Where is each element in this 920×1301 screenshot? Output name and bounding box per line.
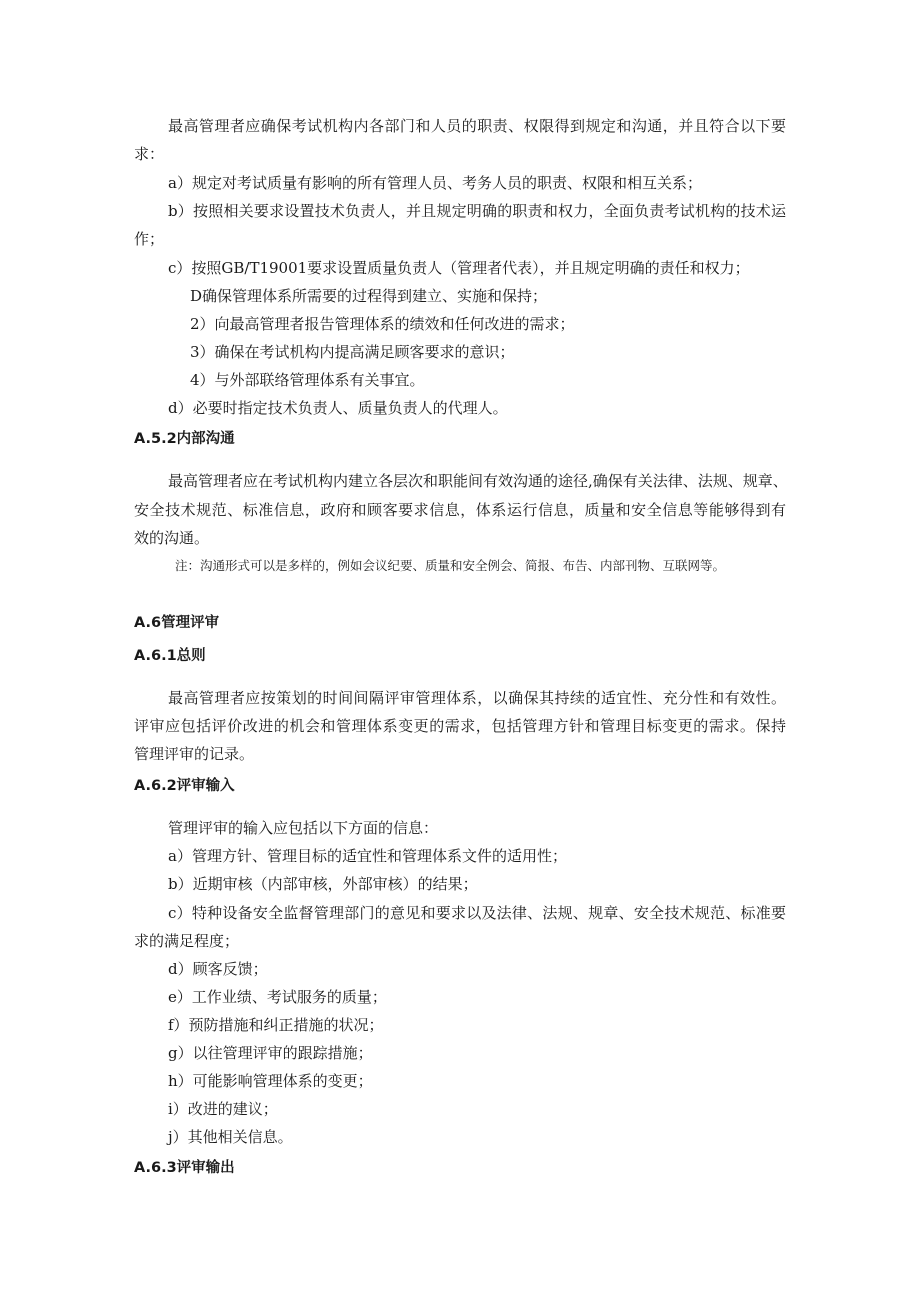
- sub-list-item: 3）确保在考试机构内提高满足顾客要求的意识；: [190, 343, 515, 361]
- section-heading: A.5.2内部沟通: [134, 431, 235, 447]
- subsection-heading: A.6.3评审输出: [134, 1160, 235, 1176]
- subsection-heading: A.6.1总则: [134, 648, 206, 664]
- list-item: i）改进的建议；: [168, 1100, 278, 1118]
- list-item: c）按照GB/T19001要求设置质量负责人（管理者代表），并且规定明确的责任和权力；: [168, 259, 750, 277]
- list-item: c）特种设备安全监督管理部门的意见和要求以及法律、法规、规章、安全技术规范、标准要: [168, 904, 786, 922]
- paragraph-line: 效的沟通。: [134, 529, 210, 547]
- paragraph-line: 管理评审的输入应包括以下方面的信息：: [168, 819, 439, 837]
- list-item: h）可能影响管理体系的变更；: [168, 1072, 373, 1090]
- paragraph-line: 最高管理者应确保考试机构内各部门和人员的职责、权限得到规定和沟通，并且符合以下要: [168, 117, 786, 135]
- list-item: d）必要时指定技术负责人、质量负责人的代理人。: [168, 399, 508, 417]
- paragraph-line: 安全技术规范、标准信息，政府和顾客要求信息，体系运行信息，质量和安全信息等能够得到有: [134, 501, 786, 519]
- paragraph-line: 管理评审的记录。: [134, 745, 255, 763]
- list-item: d）顾客反馈；: [168, 960, 268, 978]
- list-item-continuation: 求的满足程度；: [134, 932, 240, 950]
- paragraph-line: 最高管理者应按策划的时间间隔评审管理体系，以确保其持续的适宜性、充分性和有效性。: [168, 689, 786, 707]
- list-item: b）按照相关要求设置技术负责人，并且规定明确的职责和权力，全面负责考试机构的技术运: [168, 202, 786, 220]
- paragraph-line: 求：: [134, 145, 165, 163]
- list-item: j）其他相关信息。: [168, 1128, 293, 1146]
- sub-list-item: 4）与外部联络管理体系有关事宜。: [190, 371, 425, 389]
- list-item: e）工作业绩、考试服务的质量；: [168, 988, 387, 1006]
- sub-list-item: 2）向最高管理者报告管理体系的绩效和任何改进的需求；: [190, 315, 575, 333]
- paragraph-line: 评审应包括评价改进的机会和管理体系变更的需求，包括管理方针和管理目标变更的需求。保持: [134, 717, 786, 735]
- list-item: g）以往管理评审的跟踪措施；: [168, 1044, 373, 1062]
- sub-list-item: D确保管理体系所需要的过程得到建立、实施和保持；: [190, 287, 548, 305]
- list-item: b）近期审核（内部审核，外部审核）的结果；: [168, 875, 478, 893]
- section-heading: A.6管理评审: [134, 615, 220, 631]
- list-item: f）预防措施和纠正措施的状况；: [168, 1016, 384, 1034]
- list-item: a）规定对考试质量有影响的所有管理人员、考务人员的职责、权限和相互关系；: [168, 174, 702, 192]
- paragraph-line: 最高管理者应在考试机构内建立各层次和职能间有效沟通的途径,确保有关法律、法规、规章、: [168, 472, 788, 490]
- list-item: a）管理方针、管理目标的适宜性和管理体系文件的适用性；: [168, 847, 567, 865]
- note: 注：沟通形式可以是多样的，例如会议纪要、质量和安全例会、简报、布告、内部刊物、互联网等。: [175, 558, 726, 573]
- subsection-heading: A.6.2评审输入: [134, 778, 235, 794]
- list-item-continuation: 作；: [134, 230, 165, 248]
